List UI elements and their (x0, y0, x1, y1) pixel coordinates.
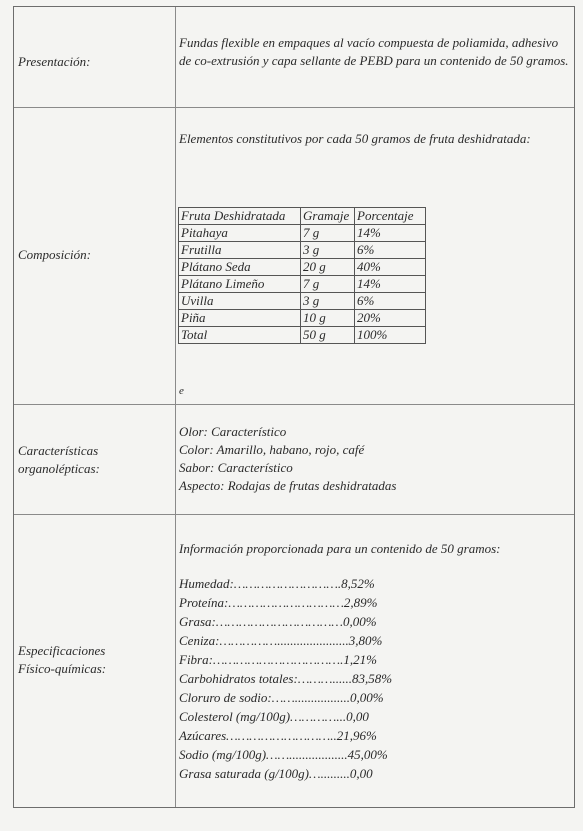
composicion-label: Composición: (18, 247, 91, 262)
organolepticas-label-line1: Características (18, 443, 99, 458)
header-fruta: Fruta Deshidratada (179, 208, 301, 225)
organoleptica-item: Olor: Característico (179, 424, 287, 439)
cell-fruta: Pitahaya (179, 225, 301, 242)
spec-item: Colesterol (mg/100g)…………...0,00 (179, 709, 369, 724)
table-row (179, 242, 426, 259)
organolepticas-list (179, 423, 570, 495)
fisicoquimicas-list (179, 574, 570, 783)
cell-porcentaje: 6% (355, 293, 426, 310)
fisicoquimicas-intro: Información proporcionada para un contenido de 50 gramos: (179, 541, 501, 556)
cell-fruta: Uvilla (179, 293, 301, 310)
spec-item: Grasa saturada (g/100g)….........0,00 (179, 766, 373, 781)
presentacion-label: Presentación: (18, 54, 91, 69)
cell-gramaje: 3 g (301, 242, 355, 259)
table-header-row (179, 208, 426, 225)
fisicoquimicas-label (18, 642, 106, 678)
spec-item: Cloruro de sodio:…….................0,00% (179, 690, 384, 705)
table-total-row (179, 327, 426, 344)
spec-sheet-table (13, 6, 575, 808)
table-row (179, 225, 426, 242)
composicion-footnote: e (179, 385, 184, 397)
organoleptica-item: Aspecto: Rodajas de frutas deshidratadas (179, 478, 397, 493)
spec-item: Grasa:……………………………0,00% (179, 614, 377, 629)
cell-gramaje: 3 g (301, 293, 355, 310)
spec-item: Sodio (mg/100g)……..................45,00% (179, 747, 388, 762)
row-divider (14, 514, 574, 515)
cell-gramaje: 50 g (301, 327, 355, 344)
table-row (179, 259, 426, 276)
organoleptica-item: Color: Amarillo, habano, rojo, café (179, 442, 365, 457)
cell-gramaje: 7 g (301, 225, 355, 242)
cell-fruta: Plátano Limeño (179, 276, 301, 293)
organolepticas-label (18, 442, 100, 478)
presentacion-text: Fundas flexible en empaques al vacío compuesta de poliamida, adhesivo de co-extrusión y capa sellante de PEBD para un contenido de 50 gramos. (179, 35, 569, 68)
cell-fruta: Total (179, 327, 301, 344)
organolepticas-label-line2: organolépticas: (18, 461, 100, 476)
cell-fruta: Plátano Seda (179, 259, 301, 276)
cell-gramaje: 7 g (301, 276, 355, 293)
cell-porcentaje: 6% (355, 242, 426, 259)
spec-item: Ceniza:……………......................3,80% (179, 633, 383, 648)
cell-gramaje: 10 g (301, 310, 355, 327)
organoleptica-item: Sabor: Característico (179, 460, 293, 475)
column-divider (175, 7, 176, 807)
cell-gramaje: 20 g (301, 259, 355, 276)
table-row (179, 310, 426, 327)
cell-porcentaje: 20% (355, 310, 426, 327)
cell-porcentaje: 40% (355, 259, 426, 276)
spec-item: Carbohidratos totales:………......83,58% (179, 671, 393, 686)
cell-porcentaje: 14% (355, 225, 426, 242)
composicion-intro: Elementos constitutivos por cada 50 gramos de fruta deshidratada: (179, 131, 531, 146)
header-gramaje: Gramaje (301, 208, 355, 225)
cell-fruta: Piña (179, 310, 301, 327)
header-porcentaje: Porcentaje (355, 208, 426, 225)
fisicoquimicas-label-line2: Físico-químicas: (18, 661, 107, 676)
table-row (179, 293, 426, 310)
row-divider (14, 404, 574, 405)
table-row (179, 276, 426, 293)
fruit-composition-table (178, 207, 426, 344)
spec-item: Humedad:……………………….8,52% (179, 576, 375, 591)
fisicoquimicas-label-line1: Especificaciones (18, 643, 106, 658)
cell-fruta: Frutilla (179, 242, 301, 259)
spec-item: Azúcares………………………..21,96% (179, 728, 377, 743)
cell-porcentaje: 14% (355, 276, 426, 293)
row-divider (14, 107, 574, 108)
spec-item: Fibra:…………………………….1,21% (179, 652, 377, 667)
cell-porcentaje: 100% (355, 327, 426, 344)
spec-item: Proteína:…………………………2,89% (179, 595, 378, 610)
